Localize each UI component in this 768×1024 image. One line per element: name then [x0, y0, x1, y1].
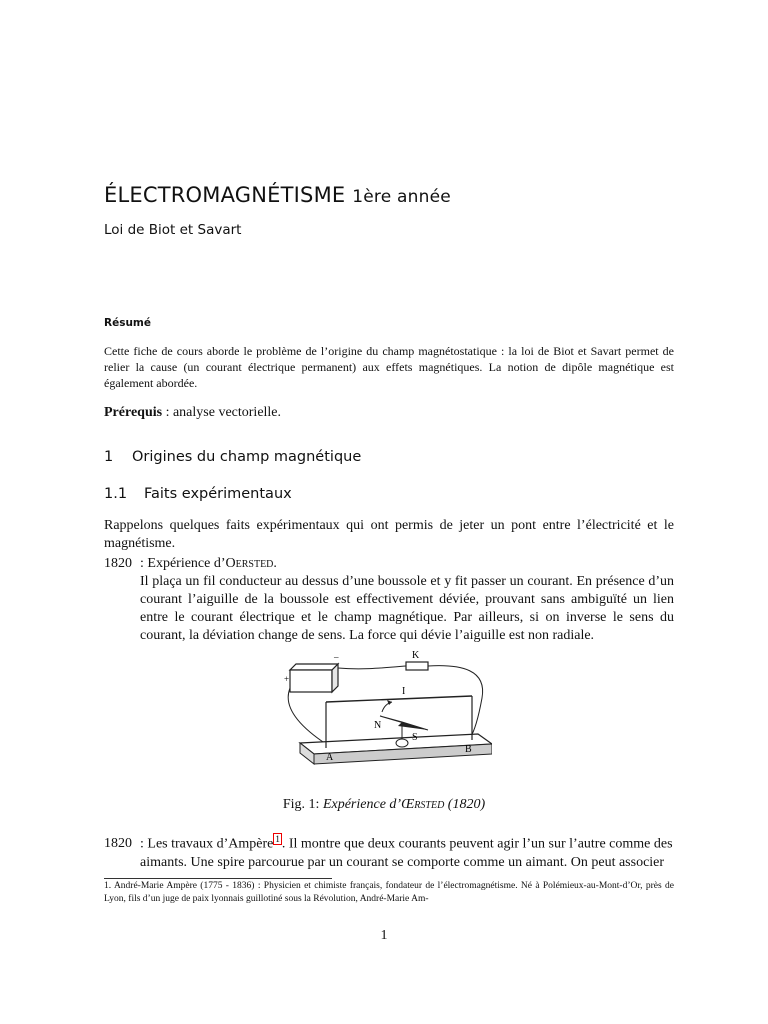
wire-top — [338, 666, 406, 669]
entry-body: aimants. Une spire parcourue par un courant se comporte comme un aimant. On peut associer — [140, 854, 665, 870]
entry-head — [104, 555, 674, 573]
entry-head-prefix: : Les travaux d’Ampère — [140, 836, 274, 852]
wire-right — [428, 666, 483, 738]
section-title: Origines du champ magnétique — [132, 449, 362, 465]
conductor-wire — [326, 696, 472, 702]
entry-head-prefix: : Expérience d’ — [140, 556, 226, 571]
title-sub: 1ère année — [352, 187, 451, 207]
document-subtitle: Loi de Biot et Savart — [104, 222, 242, 238]
caption-text: Expérience d’ — [322, 797, 402, 812]
prerequisites — [104, 405, 281, 421]
needle-south-label: S — [412, 732, 418, 743]
section-heading-1 — [104, 449, 361, 465]
figure-caption — [0, 797, 768, 813]
footnote-link[interactable]: 1 — [275, 834, 280, 844]
current-label: I — [402, 686, 406, 697]
wire-left — [288, 688, 326, 744]
page-number: 1 — [380, 928, 388, 943]
prereq-label: Prérequis — [104, 405, 163, 420]
minus-label: – — [334, 652, 339, 662]
switch-k — [406, 662, 428, 670]
entry-head-suffix: . Il montre que deux courants peuvent agir l’un sur l’autre comme des — [281, 836, 673, 852]
entry-year: 1820 — [104, 836, 132, 851]
plus-label: + — [284, 674, 290, 684]
entry-head-name: Oersted — [225, 556, 274, 571]
subsection-title: Faits expérimentaux — [144, 486, 292, 502]
caption-name: Œrsted — [401, 797, 445, 812]
entry-year: 1820 — [104, 556, 132, 571]
intro-paragraph: Rappelons quelques faits expérimentaux qui ont permis de jeter un pont entre l’électricité et le magnétisme. — [104, 518, 674, 551]
needle-north-label: N — [374, 720, 382, 731]
title-main: ÉLECTROMAGNÉTISME — [104, 183, 346, 207]
entry-body: Il plaça un fil conducteur au dessus d’une boussole et y fit passer un courant. En présence d’un courant l’aiguille de la boussole est effectivement déviée, prouvant sans ambiguïté un lien entre le courant électrique et le champ magnétique. Par ailleurs, si on inverse le sens du courant, la déviation change de sens. La force qui dévie l’aiguille est non radiale. — [140, 574, 674, 643]
section-number: 1 — [104, 449, 114, 465]
entry-ampere — [104, 835, 674, 872]
document-title — [104, 183, 451, 207]
entry-oersted — [104, 555, 674, 645]
prereq-text: : analyse vectorielle. — [162, 405, 282, 420]
point-a-label: A — [326, 752, 334, 763]
oersted-experiment-figure — [282, 648, 492, 768]
point-b-label: B — [465, 744, 472, 755]
subsection-heading-1-1 — [104, 486, 292, 502]
switch-label: K — [412, 650, 420, 661]
entry-head-suffix: . — [273, 556, 277, 571]
footnote-divider — [104, 878, 332, 879]
battery-icon — [290, 664, 338, 692]
caption-year: (1820) — [444, 797, 486, 812]
abstract-text: Cette fiche de cours aborde le problème de l’origine du champ magnétostatique : la loi de Biot et Savart permet de relier la cause (un courant électrique permanent) aux effets magnétiques. La notion de dipôle magnétique est également abordée. — [104, 344, 674, 390]
subsection-number: 1.1 — [104, 486, 128, 502]
entry-head — [104, 835, 674, 854]
caption-prefix: Fig. 1: — [282, 797, 323, 812]
footnote-text: 1. André-Marie Ampère (1775 - 1836) : Physicien et chimiste français, fondateur de l’électromagnétisme. Né à Polémieux-au-Mont-d’Or, près de Lyon, fils d’un juge de paix lyonnais guillotiné sous la Révolution, André-Marie Am- — [104, 881, 674, 904]
abstract-heading: Résumé — [104, 317, 151, 329]
